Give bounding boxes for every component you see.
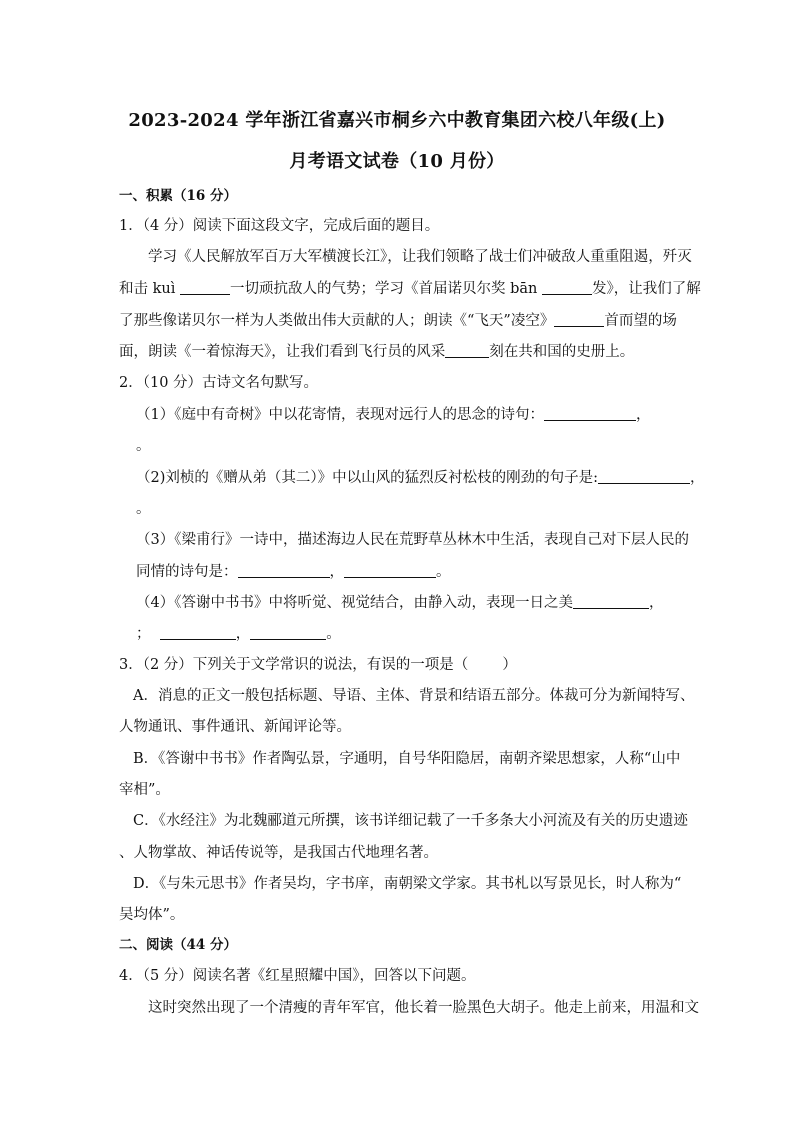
answer-blank-2-4c[interactable] <box>250 625 326 640</box>
answer-blank-2-3a[interactable] <box>238 563 330 578</box>
question-text: 3．（2 分）下列关于文学常识的说法，有误的一项是（ <box>119 657 469 673</box>
answer-blank-2-2a[interactable] <box>598 469 690 484</box>
question-4-passage-line1: 这时突然出现了一个清瘦的青年军官，他长着一脸黑色大胡子。他走上前来，用温和文 <box>148 1000 699 1016</box>
answer-blank-2-4a[interactable] <box>573 594 649 609</box>
answer-blank-fengcai[interactable] <box>445 343 489 358</box>
punctuation: ， <box>329 564 344 580</box>
punctuation: 。 <box>436 564 451 580</box>
answer-blank-ban[interactable] <box>542 280 592 295</box>
question-1-stem: 1．（4 分）阅读下面这段文字，完成后面的题目。 <box>119 218 440 234</box>
section-heading-reading: 二、阅读（44 分） <box>119 937 237 953</box>
passage-text: 首而望的场 <box>604 313 677 329</box>
option-a-line1: A．消息的正文一般包括标题、导语、主体、背景和结语五部分。体裁可分为新闻特写、 <box>133 688 695 704</box>
document-title-line2: 月考语文试卷（10 月份） <box>289 151 505 172</box>
punctuation: ） <box>502 657 517 673</box>
option-d-line2: 吴均体”。 <box>119 907 185 923</box>
answer-blank-kui[interactable] <box>180 280 230 295</box>
punctuation: ； <box>136 626 151 642</box>
punctuation: ， <box>635 407 651 423</box>
question-3-stem <box>119 655 517 675</box>
sub-question-text: （1）《庭中有奇树》中以花寄情，表现对远行人的思念的诗句： <box>136 407 544 423</box>
answer-blank-2-4b[interactable] <box>160 625 236 640</box>
question-1-passage-line1: 学习《人民解放军百万大军横渡长江》，让我们领略了战士们冲破敌人重重阻遏，歼灭 <box>148 249 692 265</box>
sub-question-text: （2)刘桢的《赠从弟（其二）》中以山风的猛烈反衬松枝的刚劲的句子是: <box>136 470 599 486</box>
answer-blank-2-3b[interactable] <box>344 563 436 578</box>
passage-text: 一切顽抗敌人的气势；学习《首届诺贝尔奖 bān <box>229 281 542 297</box>
option-b-line1: B．《答谢中书书》作者陶弘景，字通明，自号华阳隐居，南朝齐梁思想家，人称“山中 <box>133 751 681 767</box>
punctuation: 。 <box>136 438 151 454</box>
passage-text: 和击 kuì <box>119 281 180 297</box>
question-1-passage-line2 <box>119 279 701 299</box>
punctuation: ， <box>235 626 251 642</box>
punctuation: 。 <box>326 626 341 642</box>
question-2-sub1-cont <box>136 436 151 456</box>
passage-text: 发》，让我们了解 <box>591 281 701 297</box>
passage-text: 刻在共和国的史册上。 <box>489 344 635 360</box>
question-1-passage-line3 <box>119 311 677 331</box>
punctuation: ， <box>690 470 705 486</box>
option-c-line2: 、人物掌故、神话传说等，是我国古代地理名著。 <box>119 845 438 861</box>
punctuation: ， <box>648 595 664 611</box>
question-2-sub4 <box>136 593 663 613</box>
option-d-line1: D．《与朱元思书》作者吴均，字书庠，南朝梁文学家。其书札以写景见长，时人称为“ <box>133 876 682 892</box>
question-2-sub3-cont <box>136 562 451 582</box>
question-2-sub2-cont <box>136 499 151 519</box>
question-2-stem: 2．（10 分）古诗文名句默写。 <box>119 375 319 391</box>
question-2-sub2 <box>136 468 705 488</box>
answer-blank-2-1a[interactable] <box>544 406 636 421</box>
option-b-line2: 宰相”。 <box>119 782 170 798</box>
option-a-line2: 人物通讯、事件通讯、新闻评论等。 <box>119 719 351 735</box>
sub-question-text: （4）《答谢中书书》中将听觉、视觉结合，由静入动，表现一日之美 <box>136 595 573 611</box>
section-heading-accumulation: 一、积累（16 分） <box>119 188 237 204</box>
sub-question-text: 同情的诗句是： <box>136 564 238 580</box>
punctuation: 。 <box>136 501 151 517</box>
option-c-line1: C．《水经注》为北魏郦道元所撰，该书详细记载了一千多条大小河流及有关的历史遗迹 <box>133 813 688 829</box>
passage-text: 面，朗读《一着惊海天》，让我们看到飞行员的风采 <box>119 344 446 360</box>
question-2-sub1 <box>136 405 650 425</box>
document-title-line1: 2023-2024 学年浙江省嘉兴市桐乡六中教育集团六校八年级(上) <box>128 110 666 131</box>
question-1-passage-line4 <box>119 342 634 362</box>
question-4-stem: 4．（5 分）阅读名著《红星照耀中国》，回答以下问题。 <box>119 968 476 984</box>
question-2-sub3: （3）《梁甫行》一诗中，描述海边人民在荒野草丛林木中生活，表现自己对下层人民的 <box>136 532 689 548</box>
question-2-sub4-cont <box>136 624 341 644</box>
passage-text: 了那些像诺贝尔一样为人类做出伟大贡献的人；朗读《“飞天”凌空》 <box>119 313 555 329</box>
answer-blank-feitian[interactable] <box>554 312 604 327</box>
